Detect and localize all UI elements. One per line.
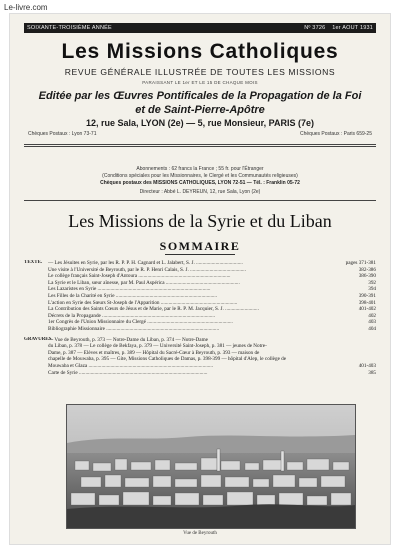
toc-entry-page: 394 bbox=[368, 286, 376, 293]
city-view-illustration bbox=[67, 405, 355, 528]
toc-section-label bbox=[24, 306, 48, 313]
toc-entry-page: 398-401 bbox=[358, 299, 376, 306]
toc-entry-text: — Vue de Beyrouth, p. 373 — Notre-Dame du Liban, p. 374 — Notre-Dame bbox=[48, 336, 208, 343]
toc-entry bbox=[24, 286, 376, 293]
toc-entry-page: 390-391 bbox=[358, 292, 376, 299]
toc-entry bbox=[24, 260, 376, 267]
toc-entry-page bbox=[336, 350, 376, 357]
toc-entry-text: Carte de Syrie ................................................................................................... bbox=[48, 369, 208, 376]
toc-entry bbox=[24, 280, 376, 287]
publisher-line-2: et de Saint-Pierre-Apôtre bbox=[135, 104, 265, 116]
cheque-paris: Chèques Postaux : Paris 659-25 bbox=[300, 131, 372, 137]
toc-section-label bbox=[24, 350, 48, 357]
toc-entry-page bbox=[336, 356, 376, 363]
masthead-title: Les Missions Catholiques bbox=[61, 40, 339, 63]
toc-section-label bbox=[24, 293, 48, 300]
divider-rule bbox=[24, 146, 376, 147]
toc-entry-text: Une visite à l'Université de Beyrouth, par le R. P. Henri Calais, S. J. ........................................... bbox=[48, 266, 246, 273]
divider-rule bbox=[24, 200, 376, 201]
table-of-contents bbox=[24, 260, 376, 376]
toc-entry bbox=[24, 313, 376, 320]
toc-entry-text: Décrets de la Propagande ....................................................................................... bbox=[48, 312, 215, 319]
toc-entry-text: Bibliographie Missionnaire ....................................................................................... bbox=[48, 325, 220, 332]
sommaire-underline bbox=[165, 254, 235, 255]
sommaire-heading: SOMMAIRE bbox=[159, 239, 241, 253]
toc-entry-text: Le collège français Saint-Joseph d'Antoura ....................................................................... bbox=[48, 273, 231, 280]
toc-entry bbox=[24, 356, 376, 363]
address-line: 12, rue Sala, LYON (2e) — 5, rue Monsieur, PARIS (7e) bbox=[85, 118, 315, 128]
toc-section-label bbox=[24, 319, 48, 326]
beirut-photo bbox=[66, 404, 356, 529]
toc-entry bbox=[24, 319, 376, 326]
magazine-cover bbox=[10, 14, 390, 544]
toc-entry-text: Les Filles de la Charité en Syrie .............................................................................. bbox=[48, 292, 218, 299]
toc-entry-page: 404 bbox=[368, 325, 376, 332]
toc-section-label bbox=[24, 343, 48, 350]
toc-entry bbox=[24, 293, 376, 300]
divider-rule bbox=[24, 144, 376, 145]
cheques-row bbox=[28, 131, 372, 137]
toc-entry-text: Les Lazaristes en Syrie ....................................................................................... bbox=[48, 286, 211, 293]
subscription-line-2: (Conditions spéciales pour les Missionnaires, le Clergé et les Communautés religieuses) bbox=[102, 172, 298, 179]
toc-section-label bbox=[24, 370, 48, 377]
toc-entry-text: chapelle de Mouwaba, p. 395 — Gite, Missions Catholiques de Damas, p. 398-399 — hôpital d'Alep, le collège de bbox=[48, 356, 287, 363]
toc-entry-text: La Contribution des Saints Cœurs de Jésus et de Marie, par le R. P. M. Jacquier, S. J. .......................... bbox=[48, 306, 259, 313]
toc-section-label bbox=[24, 356, 48, 363]
postal-cheques-line: Chèques postaux des MISSIONS CATHOLIQUES, LYON 72-51 — Tél. : Franklin 05-72 bbox=[100, 180, 300, 186]
toc-entry-text: L'action en Syrie des Sœurs St-Joseph de l'Apparition ........................................................... bbox=[48, 299, 238, 306]
toc-section-label: GRAVURES. bbox=[24, 336, 53, 342]
toc-entry-page: 392 bbox=[368, 279, 376, 286]
year-label: SOIXANTE-TROISIÈME ANNÉE bbox=[27, 25, 112, 31]
toc-entry-page: 403 bbox=[368, 319, 376, 326]
issue-header-bar bbox=[24, 23, 376, 33]
toc-entry bbox=[24, 343, 376, 350]
cheque-lyon: Chèques Postaux : Lyon 73-71 bbox=[28, 131, 97, 137]
toc-entry-text: du Liban, p. 378 — Le collège de Bekfaya, p. 379 — Université Saint-Joseph, p. 381 — jeunes de Notre- bbox=[48, 343, 267, 350]
toc-entry bbox=[24, 273, 376, 280]
toc-entry-page: 385 bbox=[368, 369, 376, 376]
toc-entry bbox=[24, 267, 376, 274]
toc-entry bbox=[24, 306, 376, 313]
toc-entry-page bbox=[336, 337, 376, 344]
toc-entry-page bbox=[336, 343, 376, 350]
toc-entry-page: 401-402 bbox=[358, 306, 376, 313]
subscription-block bbox=[10, 166, 390, 179]
toc-section-label bbox=[24, 363, 48, 370]
toc-entry-page: 402 bbox=[368, 312, 376, 319]
toc-entry-text: Mouwaba et Glaza ................................................................................................ bbox=[48, 362, 213, 369]
publisher-block bbox=[10, 89, 390, 117]
issue-title: Les Missions de la Syrie et du Liban bbox=[68, 211, 332, 231]
toc-entry bbox=[24, 326, 376, 333]
watermark: Le-livre.com bbox=[4, 3, 48, 12]
toc-entry-text: 1er Congrès de l'Union Missionnaire du Clergé .................................................................. bbox=[48, 319, 233, 326]
toc-entry bbox=[24, 337, 376, 344]
toc-entry bbox=[24, 300, 376, 307]
toc-section-label bbox=[24, 300, 48, 307]
toc-section-label bbox=[24, 280, 48, 287]
toc-section-label bbox=[24, 273, 48, 280]
issue-number: Nº 3726 bbox=[304, 25, 326, 31]
photo-caption: Vue de Beyrouth bbox=[183, 531, 217, 536]
toc-section-label bbox=[24, 286, 48, 293]
frequency-line: PARAISSANT LE 1er ET LE 15 DE CHAQUE MOIS bbox=[142, 80, 258, 85]
toc-entry-text: — Les Jésuites en Syrie, par les R. P. P. H. Cagnard et L. Jalabert, S. J. .................................... bbox=[48, 260, 243, 266]
toc-section-label bbox=[24, 267, 48, 274]
issue-date bbox=[304, 25, 373, 31]
toc-entry bbox=[24, 350, 376, 357]
toc-entry-page: 386-390 bbox=[358, 273, 376, 280]
toc-section-label bbox=[24, 313, 48, 320]
director-line: Directeur : Abbé L. DEYREUN, 12, rue Sala, Lyon (2e) bbox=[139, 189, 261, 195]
publisher-line-1: Editée par les Œuvres Pontificales de la Propagation de la Foi bbox=[38, 90, 362, 102]
toc-entry-page: 401-403 bbox=[358, 362, 376, 369]
toc-entry-page: 382-386 bbox=[358, 266, 376, 273]
toc-section-label: TEXTE. bbox=[24, 260, 43, 265]
date-label: 1er AOUT 1931 bbox=[332, 25, 373, 31]
subscription-line-1: Abonnements : 62 francs la France ; 55 fr. pour l'Étranger bbox=[136, 166, 264, 172]
toc-entry bbox=[24, 363, 376, 370]
masthead-subtitle: REVUE GÉNÉRALE ILLUSTRÉE DE TOUTES LES MISSIONS bbox=[64, 67, 336, 77]
toc-entry bbox=[24, 370, 376, 377]
toc-entry-page: pages 371-381 bbox=[345, 260, 376, 266]
toc-section-label bbox=[24, 326, 48, 333]
toc-entry-text: La Syrie et le Liban, sœur aînesse, par M. Paul Aspérica ......................................................... bbox=[48, 279, 240, 286]
toc-entry-text: Dame, p. 387 — Élèves et maîtres, p. 389 — Hôpital du Sacré-Cœur à Beyrouth, p. 393 — maison de bbox=[48, 349, 260, 356]
